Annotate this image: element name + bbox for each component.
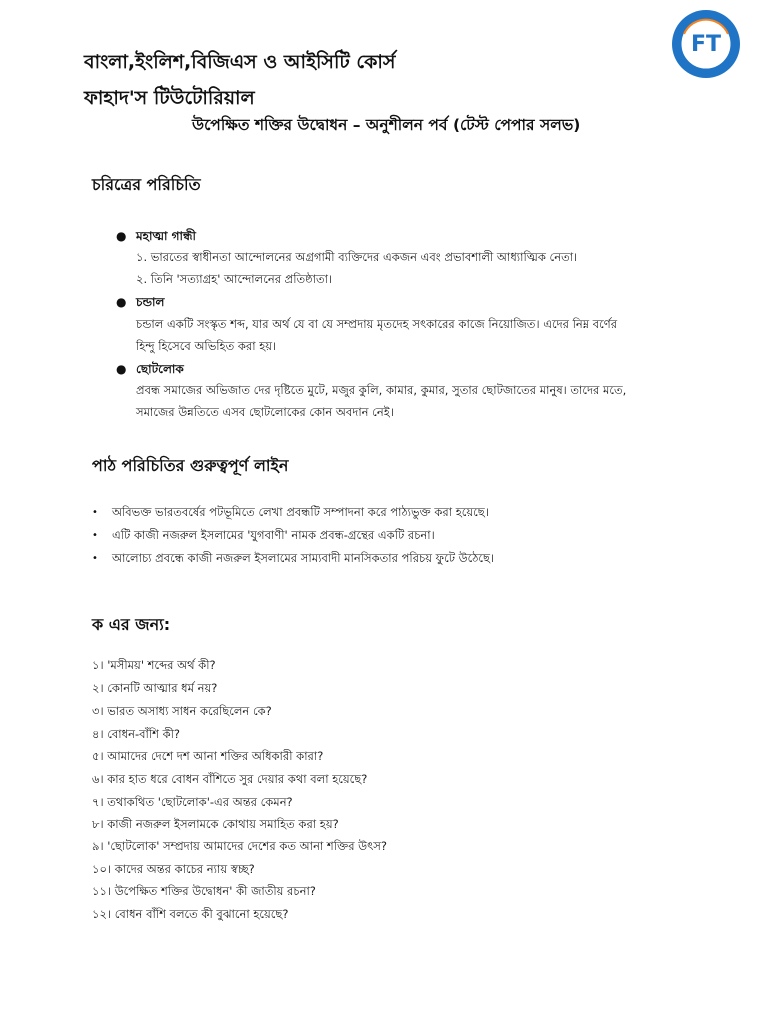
question-item: ৬। কার হাত ধরে বোধন বাঁশিতে সুর দেয়ার কথা বলা হয়েছে? xyxy=(92,772,368,786)
question-item: ১০। কাদের অন্তর কাচের ন্যায় স্বচ্ছ? xyxy=(92,862,255,876)
character-desc-line: প্রবন্ধ সমাজের অভিজাত দের দৃষ্টিতে মুটে, মজুর কুলি, কামার, কুমার, সুতার ছোটজাতের মানুষ। তাদের মতে, xyxy=(136,383,627,397)
characters-heading: চরিত্রের পরিচিতি xyxy=(92,175,201,194)
important-line-item: এটি কাজী নজরুল ইসলামের 'যুগবাণী' নামক প্রবন্ধ-গ্রন্থের একটি রচনা। xyxy=(112,528,435,542)
question-item: ৯। 'ছোটলোক' সম্প্রদায় আমাদের দেশের কত আনা শক্তির উৎস? xyxy=(92,839,387,853)
logo-letters: FT xyxy=(690,32,722,57)
character-desc-line: ১. ভারতের স্বাধীনতা আন্দোলনের অগ্রগামী ব্যক্তিদের একজন এবং প্রভাবশালী আধ্যাত্মিক নেতা। xyxy=(136,250,578,264)
important-line-item: আলোচ্য প্রবন্ধে কাজী নজরুল ইসলামের সাম্যবাদী মানসিকতার পরিচয় ফুটে উঠেছে। xyxy=(112,551,495,565)
question-item: ২। কোনটি আত্মার ধর্ম নয়? xyxy=(92,681,218,695)
question-item: ৪। বোধন-বাঁশি কী? xyxy=(92,727,181,741)
question-item: ৫। আমাদের দেশে দশ আনা শক্তির অধিকারী কারা? xyxy=(92,749,324,763)
character-desc-line: হিন্দু হিসেবে অভিহিত করা হয়। xyxy=(136,339,277,353)
question-item: ১। 'মসীময়' শব্দের অর্থ কী? xyxy=(92,658,216,672)
bullet-icon: ● xyxy=(116,362,127,376)
bullet-icon: • xyxy=(92,553,98,564)
question-item: ৩। ভারত অসাধ্য সাধন করেছিলেন কে? xyxy=(92,704,272,718)
questions-heading: ক এর জন্য: xyxy=(92,615,171,634)
question-item: ১২। বোধন বাঁশি বলতে কী বুঝানো হয়েছে? xyxy=(92,907,289,921)
character-name: চন্ডাল xyxy=(136,295,165,309)
character-desc-line: চন্ডাল একটি সংস্কৃত শব্দ, যার অর্থ যে বা যে সম্প্রদায় মৃতদেহ সৎকারের কাজে নিয়োজিত। এদের নিম্ন বর্ণের xyxy=(136,317,618,331)
character-name: মহাত্মা গান্ধী xyxy=(136,229,196,243)
character-desc-line: সমাজের উন্নতিতে এসব ছোটলোকের কোন অবদান নেই। xyxy=(136,405,394,419)
bullet-icon: • xyxy=(92,530,98,541)
question-item: ৮। কাজী নজরুল ইসলামকে কোথায় সমাহিত করা হয়? xyxy=(92,817,339,831)
bullet-icon: • xyxy=(92,507,98,518)
lesson-subtitle: উপেক্ষিত শক্তির উদ্বোধন – অনুশীলন পর্ব (টেস্ট পেপার সলভ) xyxy=(192,116,581,134)
bullet-icon: ● xyxy=(116,229,127,243)
bullet-icon: ● xyxy=(116,295,127,309)
important-line-item: অবিভক্ত ভারতবর্ষের পটভূমিতে লেখা প্রবন্ধটি সম্পাদনা করে পাঠ্যভুক্ত করা হয়েছে। xyxy=(112,505,489,519)
character-desc-line: ২. তিনি 'সত্যাগ্রহ' আন্দোলনের প্রতিষ্ঠাতা। xyxy=(136,272,333,286)
course-title: বাংলা,ইংলিশ,বিজিএস ও আইসিটি কোর্স xyxy=(84,51,396,73)
character-name: ছোটলোক xyxy=(136,362,184,376)
tutorial-name: ফাহাদ'স টিউটোরিয়াল xyxy=(84,87,255,109)
question-item: ১১। উপেক্ষিত শক্তির উদ্বোধন' কী জাতীয় রচনা? xyxy=(92,884,316,898)
question-item: ৭। তথাকথিত 'ছোটলোক'-এর অন্তর কেমন? xyxy=(92,795,293,809)
fahads-tutorial-logo xyxy=(670,8,742,80)
important-lines-heading: পাঠ পরিচিতির গুরুত্বপূর্ণ লাইন xyxy=(92,456,289,475)
